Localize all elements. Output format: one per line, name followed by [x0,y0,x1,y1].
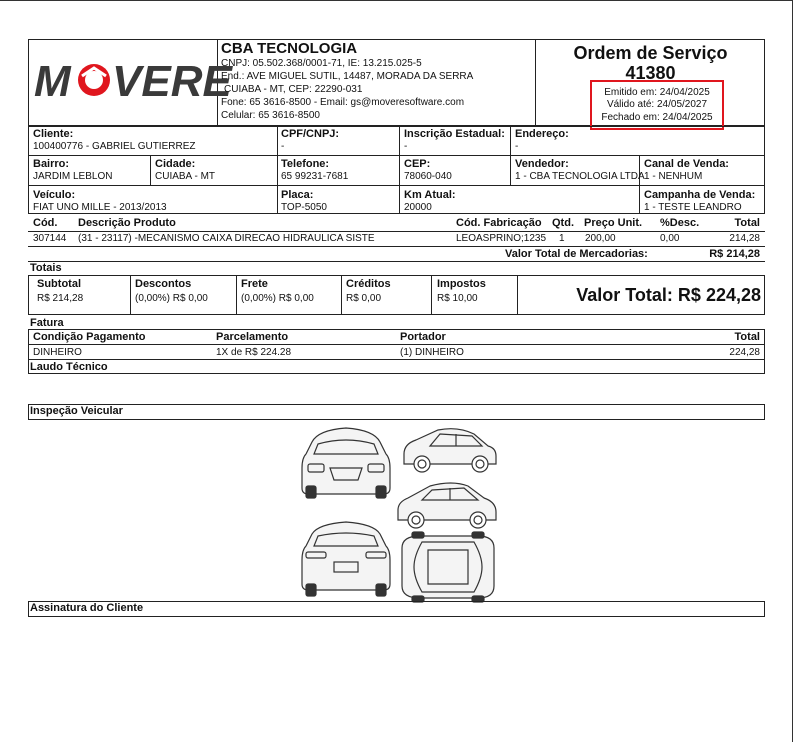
row-qtd: 1 [559,233,565,244]
order-number: 41380 [625,63,676,83]
fatura-line [28,344,765,345]
col-pdesc: %Desc. [660,217,700,229]
row-fab: LEOASPRINO;1235 [456,233,547,244]
car-top-icon [402,532,494,602]
cep-label: CEP: [404,158,431,170]
fatura-cond: DINHEIRO [33,347,82,358]
valid-date: Válido até: 24/05/2027 [606,99,708,110]
sum-label: Valor Total de Mercadorias: [505,248,648,260]
company-line: Celular: 65 3616-8500 [221,110,320,121]
row-pdesc: 0,00 [660,233,680,244]
row-cod: 307144 [33,233,67,244]
grid-line [341,275,342,315]
campanha-value: 1 - TESTE LEANDRO [644,202,742,213]
fatura-line [28,359,765,360]
canal-label: Canal de Venda: [644,158,729,170]
row-preco: 200,00 [585,233,616,244]
assinatura-title: Assinatura do Cliente [30,602,144,614]
vendedor-value: 1 - CBA TECNOLOGIA LTDA [515,171,645,182]
order-title: Ordem de Serviço [573,43,728,63]
grand-total: Valor Total: R$ 224,28 [576,285,761,305]
grid-line [236,275,237,315]
km-label: Km Atual: [404,189,456,201]
fatura-col-total: Total [734,331,760,343]
grid-line [510,126,511,185]
sum-value: R$ 214,28 [709,248,760,260]
impostos-value: R$ 10,00 [437,293,478,304]
grid-line [28,155,765,156]
fatura-port: (1) DINHEIRO [400,347,464,358]
ie-label: Inscrição Estadual: [404,128,505,140]
col-desc: Descrição Produto [78,217,176,229]
cpf-label: CPF/CNPJ: [281,128,340,140]
fatura-col-cond: Condição Pagamento [33,331,146,343]
fatura-col-parc: Parcelamento [216,331,289,343]
veiculo-label: Veículo: [33,189,76,201]
grid-line [399,126,400,214]
row-total: 214,28 [729,233,760,244]
telefone-label: Telefone: [281,158,330,170]
car-side-right-icon [404,429,496,472]
subtotal-value: R$ 214,28 [37,293,84,304]
company-line: End.: AVE MIGUEL SUTIL, 14487, MORADA DA SERRA [221,71,474,82]
vendedor-label: Vendedor: [515,158,569,170]
descontos-value: (0,00%) R$ 0,00 [135,293,208,304]
col-total: Total [734,217,760,229]
endereco-label: Endereço: [515,128,569,140]
canal-value: 1 - NENHUM [644,171,703,182]
emitted-date: Emitido em: 24/04/2025 [604,87,710,98]
company-logo [32,52,232,106]
ie-value: - [404,141,408,152]
veiculo-value: FIAT UNO MILLE - 2013/2013 [33,202,167,213]
company-line: CNPJ: 05.502.368/0001-71, IE: 13.215.025-5 [221,58,422,69]
placa-label: Placa: [281,189,314,201]
campanha-label: Campanha de Venda: [644,189,756,201]
creditos-label: Créditos [346,278,391,290]
cpf-value: - [281,141,285,152]
fatura-title: Fatura [30,317,64,329]
car-side-left-icon [398,483,496,528]
col-qtd: Qtd. [552,217,574,229]
closed-date: Fechado em: 24/04/2025 [601,112,713,123]
products-line [28,261,765,262]
totais-title: Totais [30,262,62,274]
placa-value: TOP-5050 [281,202,327,213]
grid-line [130,275,131,315]
products-line [28,246,765,247]
frete-label: Frete [241,278,268,290]
telefone-value: 65 99231-7681 [281,171,349,182]
grid-line [639,155,640,214]
fatura-total: 224,28 [729,347,760,358]
frete-value: (0,00%) R$ 0,00 [241,293,314,304]
creditos-value: R$ 0,00 [346,293,382,304]
col-fab: Cód. Fabricação [456,217,542,229]
inspecao-box [28,404,765,420]
grid-line [277,126,278,214]
cep-value: 78060-040 [404,171,452,182]
vehicle-inspection-diagram [298,424,498,608]
grid-line [150,155,151,185]
fatura-parc: 1X de R$ 224.28 [216,347,292,358]
bairro-label: Bairro: [33,158,70,170]
car-front-icon [302,428,390,498]
grid-line [28,185,765,186]
company-line: CUIABA - MT, CEP: 22290-031 [224,84,363,95]
inspecao-title: Inspeção Veicular [30,405,123,417]
laudo-title: Laudo Técnico [30,361,108,373]
bairro-value: JARDIM LEBLON [33,171,113,182]
row-desc: (31 - 23117) -MECANISMO CAIXA DIRECAO HIDRAULICA SISTE [78,233,375,244]
fatura-col-port: Portador [400,331,446,343]
descontos-label: Descontos [135,278,192,290]
company-name: CBA TECNOLOGIA [221,40,358,57]
products-header-line [28,231,765,232]
svg-text:VERE: VERE [112,57,232,106]
svg-text:M: M [34,57,71,106]
cidade-label: Cidade: [155,158,196,170]
cliente-value: 100400776 - GABRIEL GUTIERREZ [33,141,196,152]
subtotal-label: Subtotal [37,278,81,290]
km-value: 20000 [404,202,432,213]
impostos-label: Impostos [437,278,486,290]
car-rear-icon [302,522,390,596]
grid-line [431,275,432,315]
col-cod: Cód. [33,217,58,229]
endereco-value: - [515,141,519,152]
company-line: Fone: 65 3616-8500 - Email: gs@moveresoftware.com [221,97,465,108]
cliente-label: Cliente: [33,128,74,140]
cidade-value: CUIABA - MT [155,171,216,182]
col-preco: Preço Unit. [584,217,643,229]
